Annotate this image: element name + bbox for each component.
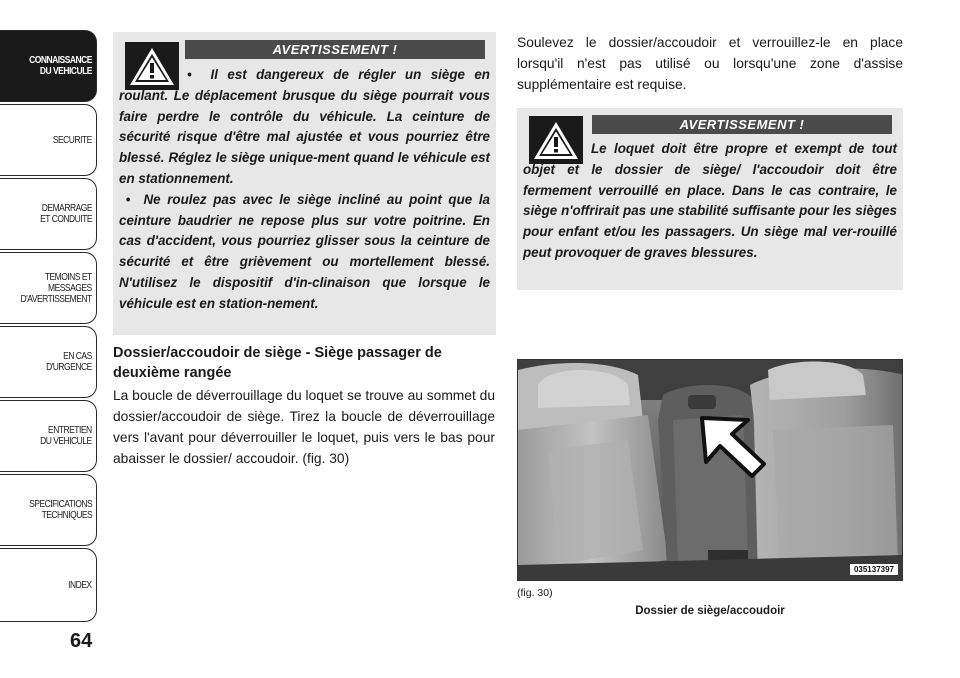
tab-label: SPECIFICATIONS TECHNIQUES — [28, 499, 92, 521]
warning-header: AVERTISSEMENT ! — [592, 115, 892, 134]
tab-label: CONNAISSANCE DU VEHICULE — [29, 55, 92, 77]
figure-reference: (fig. 30) — [517, 587, 553, 599]
warning-text-body: Le loquet doit être propre et exempt de tout objet et le dossier de siège/ l'accoudoir doit être fermement verrouillé en place. Dans le cas contraire, le siège n'offrirait pas une stabilité suffisante pour les sièges pour enfant et/ou les passagers. Un siège mal ver-rouillé peut provoquer de graves blessures. — [523, 141, 897, 260]
warning-box-left — [113, 32, 496, 335]
body-paragraph: La boucle de déverrouillage du loquet se trouve au sommet du dossier/accoudoir de siège. Tirez la boucle de déverrouillage vers l'avant pour déverrouiller le loquet, puis vers le bas pour abaisser le dossier/ accoudoir. (fig. 30) — [113, 388, 495, 466]
figure-code: 035137397 — [850, 564, 898, 575]
tab-label: SECURITE — [53, 134, 92, 146]
chapter-tabs — [0, 0, 100, 678]
warning-box-right — [517, 108, 903, 290]
tab-index[interactable] — [0, 548, 97, 622]
page-number: 64 — [70, 630, 93, 652]
warning-item-2-text: Ne roulez pas avec le siège incliné au point que la ceinture baudrier ne repose plus sur votre poitrine. En cas d'accident, vous pourriez glisser sous la ceinture de sécurité et être grièvement ou mortellement blessé. N'utilisez le dispositif d'in-clinaison que lorsque le véhicule est en station-nement. — [119, 191, 490, 311]
tab-demarrage-et-conduite[interactable] — [0, 178, 97, 250]
tab-label: ENTRETIEN DU VEHICULE — [40, 425, 92, 447]
tab-label: TEMOINS ET MESSAGES D'AVERTISSEMENT — [20, 271, 92, 305]
tab-temoins-et-messages[interactable] — [0, 252, 97, 324]
seat-photo — [518, 360, 903, 581]
intro-paragraph: Soulevez le dossier/accoudoir et verrouillez-le en place lorsqu'il n'est pas utilisé ou lorsqu'une zone d'assise supplémentaire est requise. — [517, 35, 903, 92]
tab-securite[interactable] — [0, 104, 97, 176]
section-heading: Dossier/accoudoir de siège - Siège passager de deuxième rangée — [113, 345, 442, 381]
tab-label: DEMARRAGE ET CONDUITE — [40, 203, 92, 225]
tab-entretien-du-vehicule[interactable] — [0, 400, 97, 472]
warning-item-1-text: Il est dangereux de régler un siège en roulant. Le déplacement brusque du siège pourrait vous faire perdre le contrôle du véhicule. La ceinture de sécurité risque d'être mal ajustée et vous pourriez être blessé. Réglez le siège unique-ment quand le véhicule est en stationnement. — [119, 67, 490, 186]
warning-text — [523, 139, 897, 264]
figure-caption: Dossier de siège/accoudoir — [635, 605, 785, 617]
tab-label: EN CAS D'URGENCE — [46, 351, 92, 373]
tab-specifications-techniques[interactable] — [0, 474, 97, 546]
warning-item-2: • Ne roulez pas avec le siège incliné au point que la ceinture baudrier ne repose plus sur votre poitrine. En cas d'accident, vous pourriez glisser sous la ceinture de sécurité et être grièvement ou mortellement blessé. N'utilisez le dispositif d'in-clinaison que lorsque le véhicule est en station-nement. — [119, 191, 490, 311]
warning-header: AVERTISSEMENT ! — [185, 40, 485, 59]
tab-label: INDEX — [68, 579, 92, 591]
warning-text — [119, 65, 490, 315]
warning-item-1: • Il est dangereux de régler un siège en roulant. Le déplacement brusque du siège pourrait vous faire perdre le contrôle du véhicule. La ceinture de sécurité risque d'être mal ajustée et vous pourriez être blessé. Réglez le siège unique-ment quand le véhicule est en stationnement. — [119, 67, 490, 186]
seat-armrest-figure — [517, 359, 903, 581]
tab-connaissance-du-vehicule[interactable] — [0, 30, 97, 102]
tab-en-cas-d-urgence[interactable] — [0, 326, 97, 398]
